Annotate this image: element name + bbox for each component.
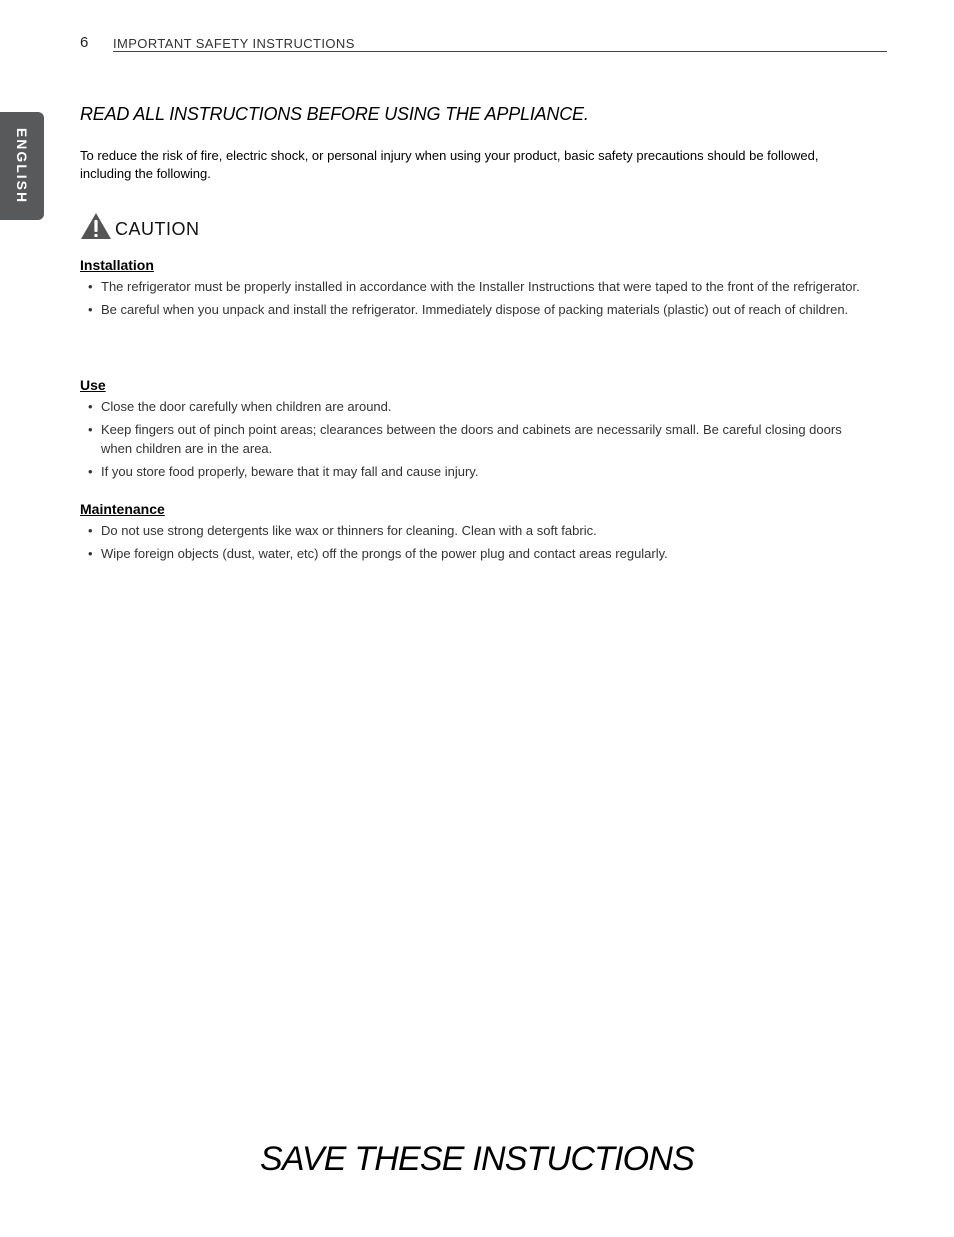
page-number: 6: [80, 34, 89, 51]
warning-triangle-icon: [80, 212, 112, 240]
header-title: IMPORTANT SAFETY INSTRUCTIONS: [113, 36, 355, 51]
list-item: • If you store food properly, beware that it may fall and cause injury.: [80, 462, 870, 481]
section-maintenance: [80, 501, 870, 567]
section-installation: [80, 257, 870, 323]
language-tab-label: ENGLISH: [14, 127, 30, 205]
installation-list: [80, 277, 870, 319]
maintenance-list: [80, 521, 870, 563]
intro-paragraph: To reduce the risk of fire, electric shock, or personal injury when using your product, basic safety precautions should be followed, including the following.: [80, 148, 819, 181]
use-list: [80, 397, 870, 481]
language-tab: [0, 112, 44, 220]
main-heading: READ ALL INSTRUCTIONS BEFORE USING THE APPLIANCE.: [80, 104, 589, 124]
page-header: [80, 34, 887, 54]
section-heading-use: Use: [80, 377, 106, 393]
header-rule: [113, 51, 887, 52]
section-heading-maintenance: Maintenance: [80, 501, 165, 517]
section-use: [80, 377, 870, 485]
caution-label: CAUTION: [115, 219, 200, 239]
list-item: • Do not use strong detergents like wax or thinners for cleaning. Clean with a soft fabric.: [80, 521, 870, 540]
list-item: • Be careful when you unpack and install the refrigerator. Immediately dispose of packing materials (plastic) out of reach of children.: [80, 300, 870, 319]
list-item: • The refrigerator must be properly installed in accordance with the Installer Instructions that were taped to the front of the refrigerator.: [80, 277, 870, 296]
list-item: • Keep fingers out of pinch point areas; clearances between the doors and cabinets are necessarily small. Be careful closing doors when children are in the area.: [80, 420, 870, 458]
list-item: • Wipe foreign objects (dust, water, etc) off the prongs of the power plug and contact areas regularly.: [80, 544, 870, 563]
footer-title: SAVE THESE INSTUCTIONS: [260, 1140, 694, 1178]
list-item: • Close the door carefully when children are around.: [80, 397, 870, 416]
section-heading-installation: Installation: [80, 257, 154, 273]
